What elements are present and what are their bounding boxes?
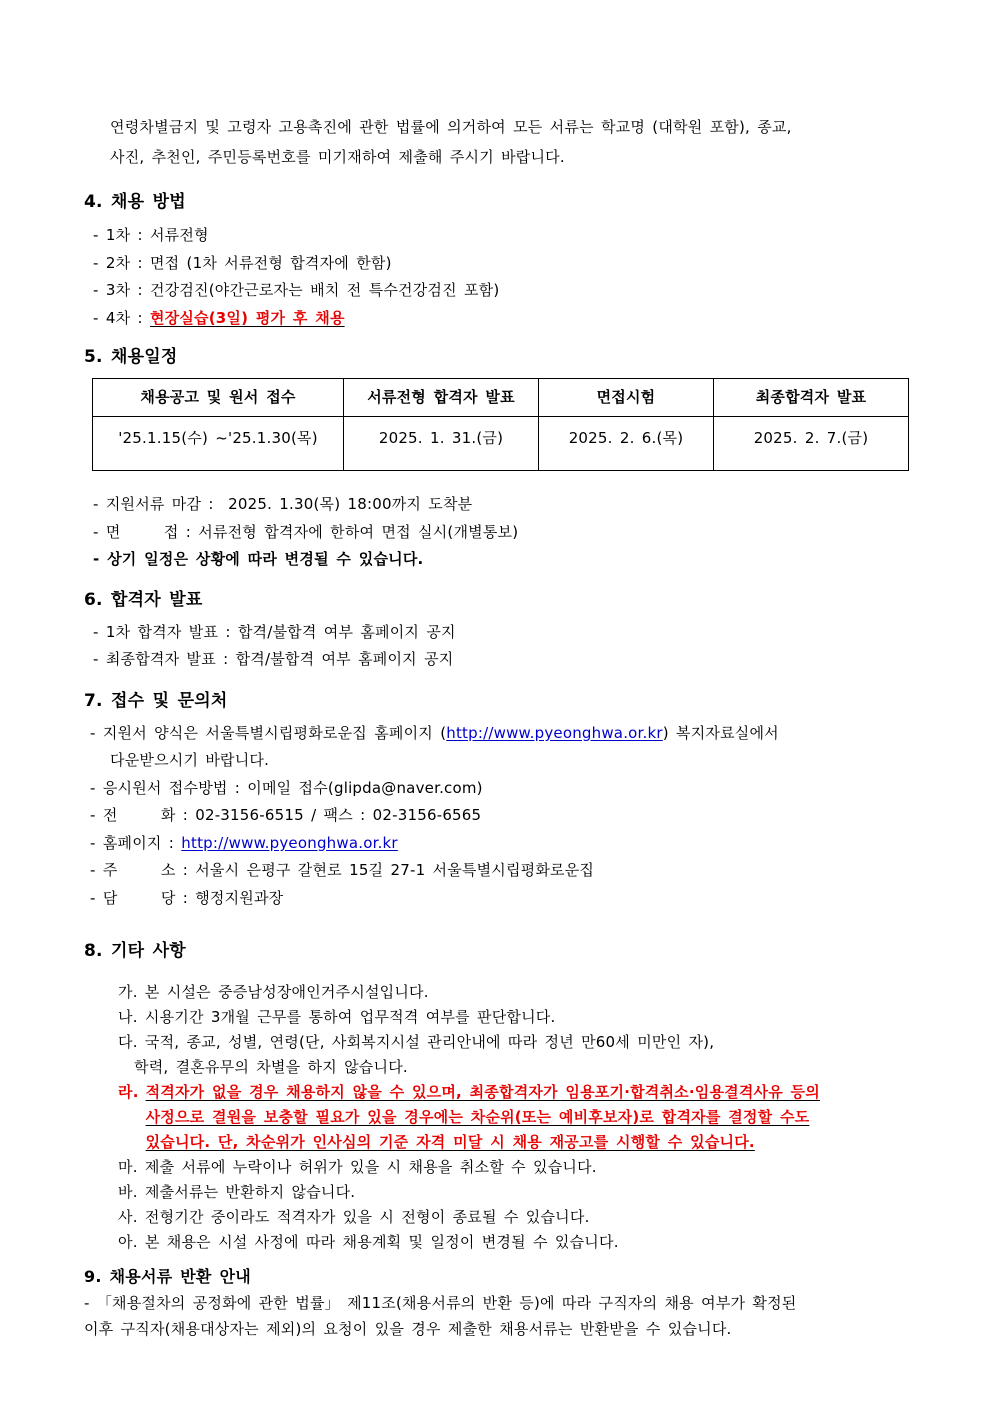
section6-item-2: - 최종합격자 발표 : 합격/불합격 여부 홈페이지 공지 bbox=[93, 650, 454, 668]
schedule-cell-final: 2025. 2. 7.(금) bbox=[714, 417, 909, 471]
section8-item-c-line2: 학력, 결혼유무의 차별을 하지 않습니다. bbox=[134, 1058, 408, 1076]
section5-note-1: - 지원서류 마감 : 2025. 1.30(목) 18:00까지 도착분 bbox=[93, 495, 473, 513]
section7-item-homepage bbox=[90, 830, 908, 858]
section8-item-h: 아. 본 채용은 시설 사정에 따라 채용계획 및 일정이 변경될 수 있습니다. bbox=[118, 1233, 619, 1251]
schedule-header-interview: 면접시험 bbox=[539, 379, 714, 417]
section8-item-c-line1: 다. 국적, 종교, 성별, 연령(단, 사회복지시설 관리안내에 따라 정년 만60세 미만인 자), bbox=[118, 1033, 715, 1051]
schedule-table-data-row bbox=[93, 417, 909, 471]
section8-item-b: 나. 시용기간 3개월 근무를 통하여 업무적격 여부를 판단합니다. bbox=[118, 1008, 556, 1026]
section9-line-1: - 「채용절차의 공정화에 관한 법률」 제11조(채용서류의 반환 등)에 따라 구직자의 채용 여부가 확정된 bbox=[84, 1294, 797, 1312]
section6-items bbox=[84, 619, 908, 674]
section4-item-4-prefix: - 4차 : bbox=[93, 308, 150, 327]
section7-item-form-line2: 다운받으시기 바랍니다. bbox=[110, 751, 270, 769]
section7-item-contact: - 담 당 : 행정지원과장 bbox=[90, 888, 284, 907]
section9-title: 9. 채용서류 반환 안내 bbox=[84, 1267, 251, 1286]
schedule-header-final: 최종합격자 발표 bbox=[714, 379, 909, 417]
section7-item-form bbox=[90, 720, 908, 748]
section7-item-form-prefix: - 지원서 양식은 서울특별시립평화로운집 홈페이지 ( bbox=[90, 723, 447, 742]
section5-title: 5. 채용일정 bbox=[84, 347, 178, 367]
section8-item-e: 마. 제출 서류에 누락이나 허위가 있을 시 채용을 취소할 수 있습니다. bbox=[118, 1158, 597, 1176]
section4-item-3: - 3차 : 건강검진(야간근로자는 배치 전 특수건강검진 포함) bbox=[93, 281, 500, 299]
section7-item-address: - 주 소 : 서울시 은평구 갈현로 15길 27-1 서울특별시립평화로운집 bbox=[90, 861, 595, 879]
section7-item-form-suffix: ) 복지자료실에서 bbox=[662, 723, 779, 742]
section8-item-d-line1: 적격자가 없을 경우 채용하지 않을 수 있으며, 최종합격자가 임용포기·합격취소·임용결격사유 등의 bbox=[145, 1083, 820, 1101]
homepage-link-2[interactable]: http://www.pyeonghwa.or.kr bbox=[181, 833, 398, 852]
section8-item-d-line2: 사정으로 결원을 보충할 필요가 있을 경우에는 차순위(또는 예비후보자)로 합격자를 결정할 수도 bbox=[145, 1108, 810, 1126]
section4-item-1: - 1차 : 서류전형 bbox=[93, 226, 209, 244]
schedule-header-doc-pass: 서류전형 합격자 발표 bbox=[344, 379, 539, 417]
section6-item-1: - 1차 합격자 발표 : 합격/불합격 여부 홈페이지 공지 bbox=[93, 622, 456, 641]
schedule-table bbox=[92, 378, 909, 471]
section8-item-f: 바. 제출서류는 반환하지 않습니다. bbox=[118, 1183, 356, 1201]
section4-title: 4. 채용 방법 bbox=[84, 192, 186, 212]
section5-note-2: - 면 접 : 서류전형 합격자에 한하여 면접 실시(개별통보) bbox=[93, 522, 519, 541]
section8-items bbox=[84, 980, 908, 1255]
section9-line-2: 이후 구직자(채용대상자는 제외)의 요청이 있을 경우 제출한 채용서류는 반환받을 수 있습니다. bbox=[84, 1320, 732, 1338]
schedule-table-header-row bbox=[93, 379, 909, 417]
section8-item-d-line3: 있습니다. 단, 차순위가 인사심의 기준 자격 미달 시 채용 재공고를 시행할 수 있습니다. bbox=[145, 1133, 755, 1151]
section4-item-4-highlight: 현장실습(3일) 평가 후 채용 bbox=[149, 308, 345, 327]
section8-item-d bbox=[118, 1080, 908, 1155]
schedule-cell-apply: '25.1.15(수) ~'25.1.30(목) bbox=[93, 417, 344, 471]
section7-item-phone: - 전 화 : 02-3156-6515 / 팩스 : 02-3156-6565 bbox=[90, 806, 482, 824]
intro-line-1: 연령차별금지 및 고령자 고용촉진에 관한 법률에 의거하여 모든 서류는 학교명 (대학원 포함), 종교, bbox=[110, 118, 792, 136]
section4-items bbox=[84, 222, 908, 332]
section5-note-bold: - 상기 일정은 상황에 따라 변경될 수 있습니다. bbox=[93, 550, 424, 568]
section8-item-a: 가. 본 시설은 중증남성장애인거주시설입니다. bbox=[118, 983, 429, 1001]
intro-paragraph bbox=[84, 112, 908, 172]
section8-item-g: 사. 전형기간 중이라도 적격자가 있을 시 전형이 종료될 수 있습니다. bbox=[118, 1208, 590, 1226]
section7-item-homepage-prefix: - 홈페이지 : bbox=[90, 833, 182, 852]
section7-title: 7. 접수 및 문의처 bbox=[84, 690, 228, 711]
intro-line-2: 사진, 추천인, 주민등록번호를 미기재하여 제출해 주시기 바랍니다. bbox=[110, 148, 565, 166]
section4-item-4 bbox=[93, 305, 908, 333]
schedule-cell-doc-pass: 2025. 1. 31.(금) bbox=[344, 417, 539, 471]
section7-item-apply-method: - 응시원서 접수방법 : 이메일 접수(glipda@naver.com) bbox=[90, 778, 483, 797]
schedule-header-apply: 채용공고 및 원서 접수 bbox=[93, 379, 344, 417]
homepage-link[interactable]: http://www.pyeonghwa.or.kr bbox=[446, 723, 663, 742]
section6-title: 6. 합격자 발표 bbox=[84, 589, 203, 610]
section7-items bbox=[84, 720, 908, 913]
section8-item-d-lines bbox=[146, 1080, 908, 1155]
schedule-cell-interview: 2025. 2. 6.(목) bbox=[539, 417, 714, 471]
section5-notes bbox=[84, 491, 908, 574]
section8-title: 8. 기타 사항 bbox=[84, 941, 186, 961]
section8-item-d-label: 라. bbox=[118, 1083, 139, 1101]
section9-body bbox=[84, 1290, 908, 1342]
section4-item-2: - 2차 : 면접 (1차 서류전형 합격자에 한함) bbox=[93, 253, 392, 272]
